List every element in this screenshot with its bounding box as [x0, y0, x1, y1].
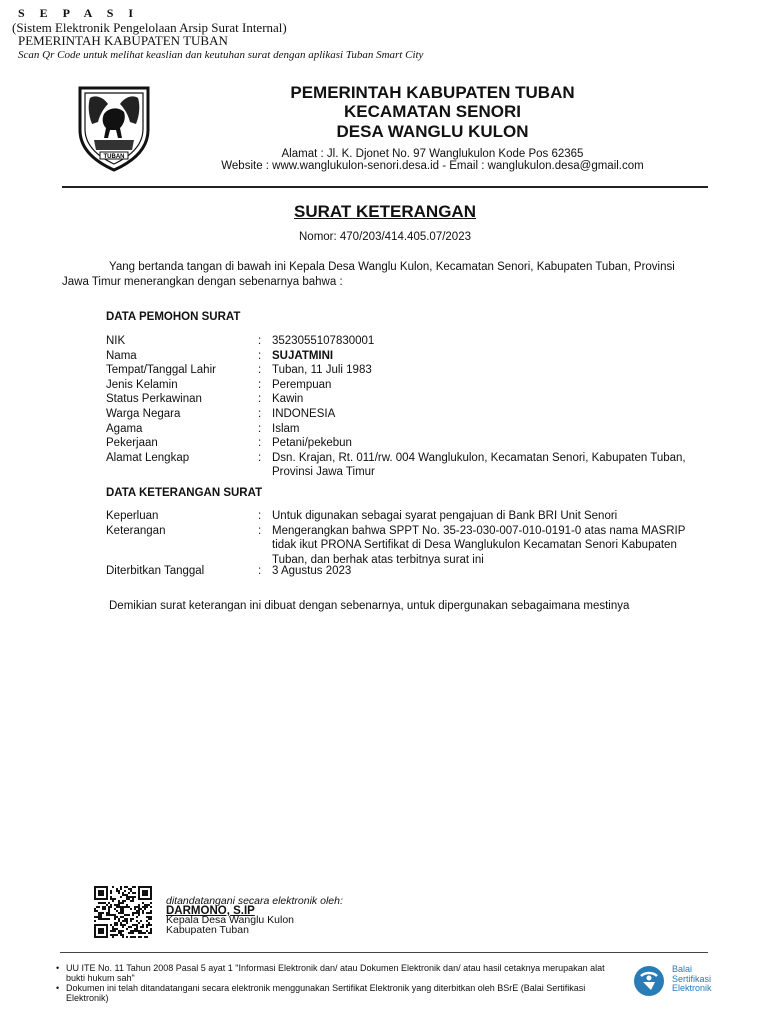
field-colon: : [258, 408, 262, 420]
field-value: 3523055107830001 [272, 335, 375, 347]
footer-note-text: UU ITE No. 11 Tahun 2008 Pasal 5 ayat 1 "Informasi Elektronik dan/ atau Dokumen Elektronik dan/ atau hasil cetaknya merupakan alat bukti hukum sah" [66, 963, 605, 983]
bsre-logo-icon [631, 964, 667, 998]
field-value: 3 Agustus 2023 [272, 565, 352, 577]
bullet: • [56, 983, 60, 993]
letterhead-line-2: KECAMATAN SENORI [344, 102, 521, 121]
qr-code[interactable] [94, 886, 152, 938]
field-label: Agama [106, 422, 143, 435]
signer-title: Kepala Desa Wanglu Kulon [166, 914, 295, 926]
bsre-line: Balai [672, 964, 693, 974]
field-value: INDONESIA [272, 408, 336, 420]
section-applicant-title: DATA PEMOHON SURAT [106, 311, 241, 323]
field-colon: : [258, 349, 262, 362]
regency-emblem [74, 84, 154, 172]
app-name: S E P A S I [18, 6, 140, 20]
field-value: Islam [272, 422, 300, 435]
letter-title: SURAT KETERANGAN [294, 202, 476, 221]
field-label: Status Perkawinan [106, 393, 202, 406]
field-colon: : [258, 335, 262, 347]
field-colon: : [258, 510, 262, 522]
letterhead-line-3: DESA WANGLU KULON [336, 122, 529, 141]
emblem-label: TUBAN [103, 154, 125, 160]
field-label: Keperluan [106, 510, 159, 522]
field-value: Mengerangkan bahwa SPPT No. 35-23-030-007-010-0191-0 atas nama MASRIP tidak ikut PRONA Sertifikat di Desa Wanglukulon Kecamatan Senori Kabupaten Tuban, dan berhak atas terbitnya surat ini [272, 524, 686, 566]
field-label: Jenis Kelamin [106, 378, 178, 391]
footer-note-bsre [56, 983, 626, 1003]
field-colon: : [258, 378, 262, 391]
field-value: Dsn. Krajan, Rt. 011/rw. 004 Wanglukulon, Kecamatan Senori, Kabupaten Tuban, Provinsi Jawa Timur [272, 451, 686, 479]
field-value: Petani/pekebun [272, 437, 352, 450]
letter-intro: Yang bertanda tangan di bawah ini Kepala Desa Wanglu Kulon, Kecamatan Senori, Kabupaten Tuban, Provinsi Jawa Timur menerangkan dengan sebenarnya bahwa : [62, 261, 675, 288]
footer-note-text: Dokumen ini telah ditandatangani secara elektronik menggunakan Sertifikat Elektronik yang diterbitkan oleh BSrE (Balai Sertifikasi Elektronik) [66, 983, 586, 1003]
signed-electronically-note: ditandatangani secara elektronik oleh: [166, 895, 343, 907]
field-colon: : [258, 393, 262, 406]
field-colon: : [258, 437, 262, 450]
field-value: Untuk digunakan sebagai syarat pengajuan di Bank BRI Unit Senori [272, 510, 618, 522]
field-label: NIK [106, 335, 126, 347]
signer-name: DARMONO, S.IP [166, 905, 255, 917]
field-value: Tuban, 11 Juli 1983 [272, 364, 372, 377]
section-details-title: DATA KETERANGAN SURAT [106, 487, 263, 499]
field-label: Diterbitkan Tanggal [106, 565, 205, 577]
field-label: Tempat/Tanggal Lahir [106, 364, 216, 377]
field-label: Keterangan [106, 524, 166, 537]
scan-qr-note: Scan Qr Code untuk melihat keaslian dan keutuhan surat dengan aplikasi Tuban Smart City [18, 49, 424, 61]
app-org: PEMERINTAH KABUPATEN TUBAN [18, 33, 228, 48]
letterhead-line-1: PEMERINTAH KABUPATEN TUBAN [290, 83, 575, 102]
field-label: Alamat Lengkap [106, 451, 190, 464]
app-subtitle: (Sistem Elektronik Pengelolaan Arsip Surat Internal) [12, 20, 287, 35]
field-colon: : [258, 422, 262, 435]
letterhead-address: Alamat : Jl. K. Djonet No. 97 Wanglukulon Kode Pos 62365 [281, 148, 584, 160]
field-colon: : [258, 565, 262, 577]
field-value: SUJATMINI [272, 349, 334, 362]
letter-number: Nomor: 470/203/414.405.07/2023 [299, 231, 471, 243]
letter-closing: Demikian surat keterangan ini dibuat dengan sebenarnya, untuk dipergunakan sebagaimana mestinya [109, 600, 630, 612]
bsre-line: Sertifikasi [672, 973, 712, 984]
footer-note-ite [56, 963, 626, 983]
field-label: Pekerjaan [106, 437, 158, 450]
field-value: Kawin [272, 393, 304, 406]
signer-place: Kabupaten Tuban [166, 924, 249, 936]
bsre-line: Elektronik [672, 983, 712, 993]
bsre-logo-text [672, 965, 712, 994]
field-colon: : [258, 451, 262, 464]
letterhead-website: Website : www.wanglukulon-senori.desa.id - Email : wanglukulon.desa@gmail.com [221, 160, 644, 172]
field-colon: : [258, 364, 262, 377]
field-label: Nama [106, 349, 137, 362]
footer-divider [60, 952, 708, 953]
field-colon: : [258, 524, 262, 537]
field-value: Perempuan [272, 378, 332, 391]
letterhead-divider [62, 186, 708, 188]
bullet: • [56, 963, 60, 973]
field-label: Warga Negara [106, 408, 181, 420]
